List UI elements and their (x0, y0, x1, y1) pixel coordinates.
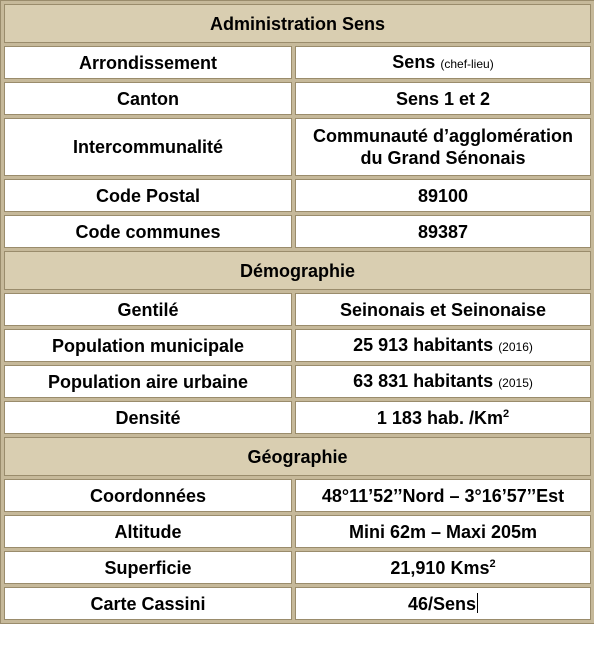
row-label-gentile: Gentilé (4, 293, 292, 326)
section-title-demographie: Démographie (4, 251, 591, 290)
table-row (4, 401, 591, 434)
table-row (4, 215, 591, 248)
row-label-carte-cassini: Carte Cassini (4, 587, 292, 620)
table-row (4, 551, 591, 584)
row-label-intercommunalite: Intercommunalité (4, 118, 292, 176)
cassini-value: 46/Sens (407, 593, 477, 614)
population-municipale-year: (2016) (498, 339, 533, 354)
row-value-intercommunalite (295, 118, 591, 176)
row-value-carte-cassini[interactable] (295, 587, 591, 620)
row-label-canton: Canton (4, 82, 292, 115)
row-value-altitude: Mini 62m – Maxi 205m (295, 515, 591, 548)
table-row (4, 293, 591, 326)
row-value-gentile: Seinonais et Seinonaise (295, 293, 591, 326)
row-value-densite (295, 401, 591, 434)
row-value-code-postal: 89100 (295, 179, 591, 212)
row-label-superficie: Superficie (4, 551, 292, 584)
section-row-geographie (4, 437, 591, 476)
row-label-arrondissement: Arrondissement (4, 46, 292, 79)
table-row (4, 479, 591, 512)
table-row (4, 329, 591, 362)
population-aire-value: 63 831 habitants (353, 370, 494, 391)
row-value-population-aire-urbaine (295, 365, 591, 398)
population-aire-year: (2015) (498, 375, 533, 390)
table-row (4, 365, 591, 398)
table-row (4, 515, 591, 548)
intercommunalite-line-2: du Grand Sénonais (360, 148, 526, 168)
section-row-demographie (4, 251, 591, 290)
row-label-altitude: Altitude (4, 515, 292, 548)
row-value-superficie (295, 551, 591, 584)
table-row (4, 118, 591, 176)
row-value-population-municipale (295, 329, 591, 362)
densite-superscript: 2 (502, 407, 510, 420)
row-label-code-postal: Code Postal (4, 179, 292, 212)
row-label-population-municipale: Population municipale (4, 329, 292, 362)
population-municipale-value: 25 913 habitants (353, 334, 494, 355)
row-value-code-communes: 89387 (295, 215, 591, 248)
intercommunalite-line-1: Communauté d’agglomération (312, 126, 573, 146)
section-title-administration: Administration Sens (4, 4, 591, 43)
row-label-code-communes: Code communes (4, 215, 292, 248)
row-label-coordonnees: Coordonnées (4, 479, 292, 512)
arrondissement-value: Sens (392, 51, 436, 72)
row-value-coordonnees: 48°11’52’’Nord – 3°16’57’’Est (295, 479, 591, 512)
row-value-canton: Sens 1 et 2 (295, 82, 591, 115)
section-row-administration (4, 4, 591, 43)
table-row (4, 179, 591, 212)
table-row (4, 587, 591, 620)
row-label-densite: Densité (4, 401, 292, 434)
superficie-value: 21,910 Kms (390, 557, 490, 578)
row-value-arrondissement (295, 46, 591, 79)
densite-value: 1 183 hab. /Km (376, 407, 503, 428)
row-label-population-aire-urbaine: Population aire urbaine (4, 365, 292, 398)
section-title-geographie: Géographie (4, 437, 591, 476)
table-row (4, 82, 591, 115)
table-row (4, 46, 591, 79)
superficie-superscript: 2 (489, 557, 496, 570)
text-cursor (477, 593, 478, 613)
arrondissement-note: (chef-lieu) (440, 56, 494, 71)
